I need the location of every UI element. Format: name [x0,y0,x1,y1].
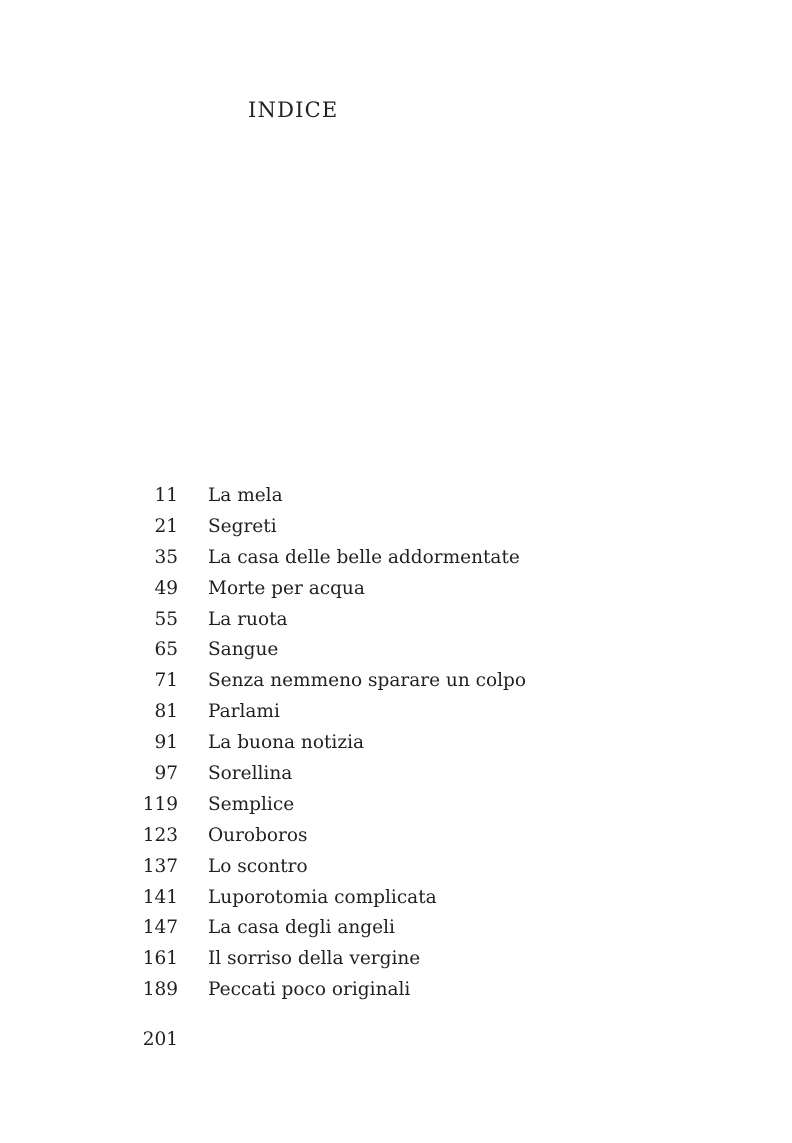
toc-page-number: 65 [154,639,178,661]
toc-entry-title: La casa delle belle addormentate [208,546,520,568]
toc-entry [0,853,792,884]
toc-entry-title: Luporotomia complicata [208,886,437,908]
toc-page-number: 123 [142,824,178,846]
page-title: INDICE [248,98,339,122]
toc-entry-title: Sorellina [208,763,293,785]
toc-page-number: 49 [154,577,178,599]
toc-entry [0,575,792,606]
toc-entry [0,976,792,1007]
toc-entry [0,945,792,976]
toc-entry [0,482,792,513]
toc-entry [0,791,792,822]
toc-entry-title: La casa degli angeli [208,917,395,939]
toc-entry-title: Lo scontro [208,855,308,877]
toc-page-number: 21 [154,515,178,537]
toc-entry-title: La buona notizia [208,732,365,754]
toc-page-number: 147 [142,917,178,939]
toc-entry [0,822,792,853]
toc-entry [0,729,792,760]
toc-page-number: 11 [154,485,178,506]
toc-entry-title: Senza nemmeno sparare un colpo [208,670,527,692]
toc-page-number: 71 [154,670,178,692]
table-of-contents [0,482,792,1007]
toc-entry [0,760,792,791]
toc-entry-title: Ouroboros [208,824,308,846]
toc-entry-title: Sangue [208,639,279,661]
toc-page-number: 161 [142,948,178,970]
toc-entry-title: Peccati poco originali [208,979,411,1001]
toc-entry [0,884,792,915]
toc-entry [0,636,792,667]
toc-page-number: 55 [154,608,178,630]
toc-entry [0,667,792,698]
toc-entry [0,544,792,575]
toc-page-number: 91 [154,732,178,754]
toc-entry-title: Semplice [208,793,295,815]
toc-entry-title: Segreti [208,515,277,537]
toc-page-number: 141 [142,886,178,908]
toc-entry [0,698,792,729]
toc-page-number: 35 [154,546,178,568]
folio-page-number: 201 [142,1029,178,1050]
toc-page-number: 137 [142,855,178,877]
toc-entry-title: Parlami [208,701,280,723]
toc-page-number: 189 [142,979,178,1001]
toc-entry-title: La ruota [208,608,288,630]
toc-entry [0,914,792,945]
toc-entry [0,513,792,544]
toc-page-number: 81 [154,701,178,723]
toc-entry-title: Il sorriso della vergine [208,948,421,970]
toc-page-number: 97 [154,763,178,785]
toc-entry [0,606,792,637]
toc-page-number: 119 [142,793,178,815]
toc-entry-title: La mela [208,485,283,506]
toc-entry-title: Morte per acqua [208,577,365,599]
